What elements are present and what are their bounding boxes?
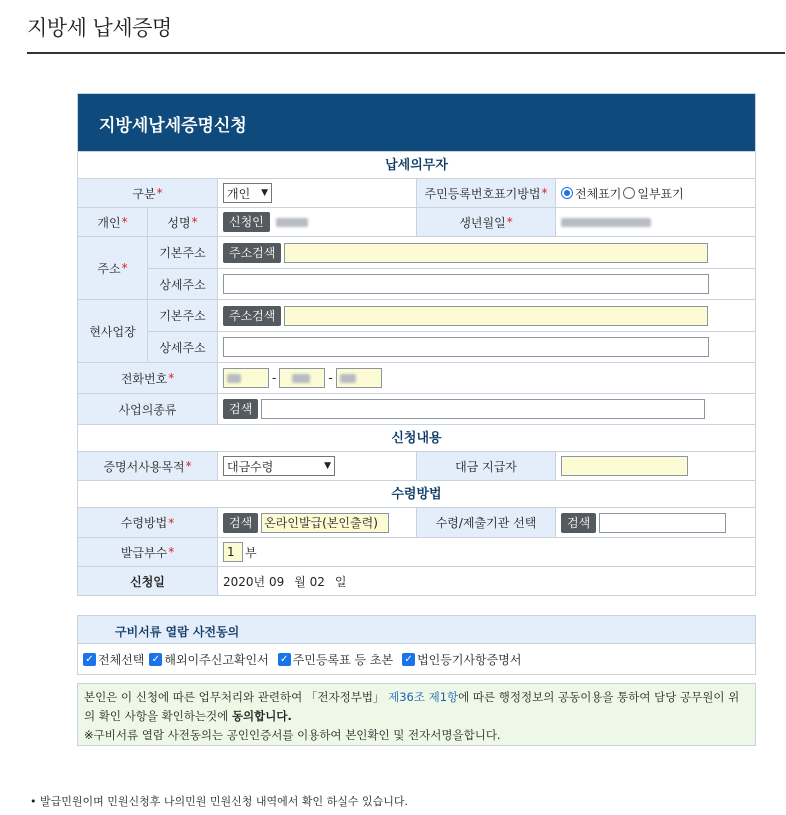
- checkbox-checked-icon: ✓: [83, 653, 96, 666]
- address-detail-label: 상세주소: [148, 269, 218, 299]
- copies-input[interactable]: 1: [223, 542, 243, 562]
- row-copies: 발급부수 * 1 부: [78, 537, 755, 566]
- apply-date-year: 2020년 09: [223, 574, 285, 589]
- copies-label: 발급부수 *: [78, 538, 218, 566]
- workplace-basic-label: 기본주소: [148, 300, 218, 331]
- consent-box: [77, 615, 756, 675]
- footnote: • 발급민원이며 민원신청후 나의민원 민원신청 내역에서 확인 하실수 있습니다.: [30, 795, 408, 808]
- section-title-taxpayer: 납세의무자: [78, 151, 755, 178]
- consent-check-corporate-registry[interactable]: ✓ 법인등기사항증명서: [402, 651, 521, 668]
- apply-date-label: 신청일: [78, 567, 218, 595]
- apply-date-month: 월 02: [294, 574, 325, 589]
- address-search-button[interactable]: 주소검색: [223, 243, 281, 263]
- phone-part1-input[interactable]: [223, 368, 269, 388]
- business-type-input[interactable]: [261, 399, 705, 419]
- apply-date-day: 일: [334, 574, 347, 589]
- form-header: 지방세납세증명신청: [78, 94, 755, 151]
- row-phone: 전화번호 * - -: [78, 362, 755, 393]
- payer-label: 대금 지급자: [417, 452, 556, 480]
- section-title-receipt: 수령방법: [78, 480, 755, 507]
- checkbox-checked-icon: ✓: [149, 653, 162, 666]
- purpose-select[interactable]: 대금수령 ▼: [223, 456, 335, 476]
- checkbox-checked-icon: ✓: [278, 653, 291, 666]
- row-apply-date: [78, 566, 755, 595]
- org-select-label: 수령/제출기관 선택: [417, 508, 556, 537]
- radio-partial[interactable]: [623, 187, 635, 199]
- individual-label: 개인 *: [78, 208, 148, 236]
- application-form: [77, 93, 756, 596]
- checkbox-checked-icon: ✓: [402, 653, 415, 666]
- payer-input[interactable]: [561, 456, 688, 476]
- law-link[interactable]: 제36조 제1항: [388, 690, 459, 704]
- chevron-down-icon: ▼: [324, 461, 331, 471]
- address-detail-input[interactable]: [223, 274, 709, 294]
- receipt-method-label: 수령방법 *: [78, 508, 218, 537]
- gubun-label: 구분 *: [78, 179, 218, 207]
- workplace-group: [78, 299, 755, 362]
- business-type-label: 사업의종류: [78, 394, 218, 424]
- phone-part2-input[interactable]: [279, 368, 325, 388]
- redacted-birthdate: [561, 218, 651, 227]
- row-receipt-method: [78, 507, 755, 537]
- consent-title: 구비서류 열람 사전동의: [78, 616, 755, 644]
- consent-check-emigration[interactable]: ✓ 해외이주신고확인서: [149, 651, 268, 668]
- row-purpose: [78, 451, 755, 480]
- title-divider: [27, 52, 785, 54]
- birth-label: 생년월일 *: [417, 208, 556, 236]
- page-title: 지방세 납세증명: [27, 16, 172, 40]
- workplace-label: 현사업장: [78, 300, 148, 362]
- gubun-select[interactable]: 개인 ▼: [223, 183, 272, 203]
- org-input[interactable]: [599, 513, 726, 533]
- name-label: 성명 *: [148, 208, 218, 236]
- receipt-method-search-button[interactable]: 검색: [223, 513, 258, 533]
- address-basic-input[interactable]: [284, 243, 708, 263]
- section-title-application: 신청내용: [78, 424, 755, 451]
- receipt-method-input[interactable]: 온라인발급(본인출력): [261, 513, 389, 533]
- address-label: 주소 *: [78, 237, 148, 299]
- consent-check-all[interactable]: ✓ 전체선택: [83, 651, 144, 668]
- consent-check-resident-abstract[interactable]: ✓ 주민등록표 등 초본: [278, 651, 393, 668]
- org-search-button[interactable]: 검색: [561, 513, 596, 533]
- consent-notice: 본인은 이 신청에 따른 업무처리와 관련하여 「전자정부법」 제36조 제1항에 따른 행정정보의 공동이용을 통하여 담당 공무원이 위의 확인 사항을 확인하는것에 동의합니다. ※구비서류 열람 사전동의는 공인인증서를 이용하여 본인확인 및 전자서명을합니다.: [77, 683, 756, 746]
- radio-full[interactable]: [561, 187, 573, 199]
- workplace-detail-label: 상세주소: [148, 332, 218, 362]
- row-individual: [78, 207, 755, 236]
- workplace-basic-input[interactable]: [284, 306, 708, 326]
- applicant-button[interactable]: 신청인: [223, 212, 270, 232]
- row-business-type: [78, 393, 755, 424]
- chevron-down-icon: ▼: [261, 188, 268, 198]
- workplace-detail-input[interactable]: [223, 337, 709, 357]
- workplace-search-button[interactable]: 주소검색: [223, 306, 281, 326]
- business-type-search-button[interactable]: 검색: [223, 399, 258, 419]
- phone-label: 전화번호 *: [78, 363, 218, 393]
- purpose-label: 증명서사용목적 *: [78, 452, 218, 480]
- phone-part3-input[interactable]: [336, 368, 382, 388]
- address-basic-label: 기본주소: [148, 237, 218, 268]
- rrn-display-label: 주민등록번호표기방법 *: [417, 179, 556, 207]
- row-gubun: 구분 * 개인 ▼ 주민등록번호표기방법 * 전체표기 일부표기: [78, 178, 755, 207]
- address-group: [78, 236, 755, 299]
- redacted-name: [276, 218, 308, 227]
